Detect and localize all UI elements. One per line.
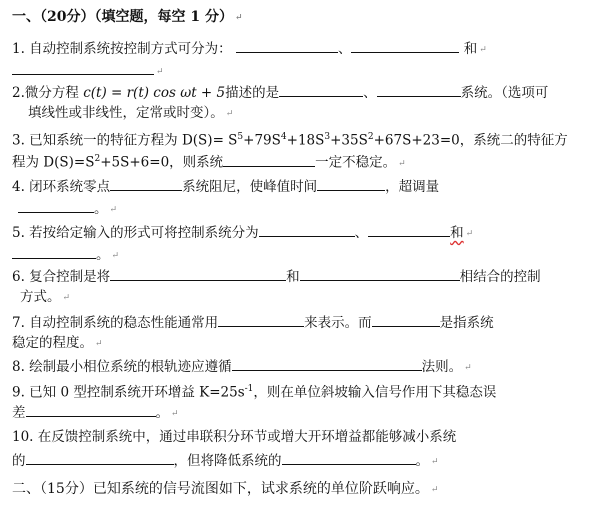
question-6-text: 6. 复合控制是将	[12, 269, 111, 285]
question-4-line-2	[18, 198, 117, 219]
question-8-blank[interactable]	[232, 356, 422, 371]
question-8-text-b: 法则。	[421, 359, 463, 375]
question-6-text-c: 相结合的控制	[459, 269, 541, 285]
exponent: 2	[367, 132, 374, 142]
question-10	[12, 428, 456, 446]
question-1-line-2	[12, 60, 164, 81]
question-7-text-b: 来表示。而	[304, 315, 372, 331]
question-9-text-c: 差	[12, 405, 26, 421]
question-2-blank-2[interactable]	[377, 82, 461, 97]
question-2-formula: c(t) = r(t) cos ωt + 5	[83, 85, 226, 101]
question-3	[12, 128, 568, 150]
paragraph-mark-icon: ↵	[95, 339, 103, 349]
question-2-line-2	[28, 104, 233, 123]
question-3-line-2	[12, 150, 406, 173]
separator: 、	[363, 85, 377, 101]
exponent: 2	[94, 154, 101, 164]
question-4-text: 4. 闭环系统零点	[12, 179, 111, 195]
question-2-blank-1[interactable]	[279, 82, 363, 97]
question-1-blank-3[interactable]	[12, 60, 154, 75]
paragraph-mark-icon: ↵	[156, 67, 164, 77]
paragraph-mark-icon: ↵	[111, 251, 120, 261]
paragraph-mark-icon: ↵	[464, 363, 472, 373]
question-7-text: 7. 自动控制系统的稳态性能通常用	[12, 315, 219, 331]
question-3-term: +67S+23=0，系统二的特征方	[373, 132, 568, 149]
question-7	[12, 312, 494, 332]
question-7-blank-1[interactable]	[218, 312, 304, 327]
paragraph-mark-icon: ↵	[225, 109, 234, 119]
question-9-line-2	[12, 402, 179, 423]
question-6-line-2	[20, 288, 70, 307]
question-9-text-b: ，则在单位斜坡输入信号作用下其稳态误	[253, 384, 497, 401]
question-10-blank-1[interactable]	[26, 450, 174, 465]
question-10-text-c: ，但将降低系统的	[173, 453, 282, 469]
question-10-blank-2[interactable]	[282, 450, 416, 465]
paragraph-mark-icon: ↵	[109, 205, 118, 215]
question-2-number: 2.	[12, 85, 25, 101]
question-9-blank[interactable]	[26, 402, 156, 417]
paragraph-mark-icon: ↵	[465, 229, 474, 239]
question-3-term: +35S	[330, 132, 368, 149]
question-5	[12, 222, 473, 243]
paragraph-mark-icon: ↵	[171, 409, 179, 419]
question-4-blank-2[interactable]	[317, 176, 385, 191]
separator: 、	[337, 41, 352, 57]
question-3-text-c: +5S+6=0，则系统	[100, 154, 224, 171]
question-4-text-c: ，超调量	[385, 179, 440, 195]
paragraph-mark-icon: ↵	[479, 45, 487, 55]
question-9	[12, 380, 496, 402]
paragraph-mark-icon: ↵	[62, 293, 71, 303]
separator: 、	[354, 225, 369, 241]
exponent: 3	[324, 132, 331, 142]
paragraph-mark-icon: ↵	[398, 158, 406, 169]
question-6-text-d: 方式。	[20, 289, 61, 305]
question-6-blank-1[interactable]	[110, 266, 286, 281]
exponent: -1	[244, 384, 254, 394]
question-6-blank-2[interactable]	[300, 266, 460, 281]
question-3-term: +79S	[243, 132, 281, 149]
question-2	[12, 82, 548, 102]
question-9-end: 。	[155, 405, 169, 421]
question-6-and: 和	[286, 269, 300, 285]
question-2-text-c: 系统。（选项可	[460, 85, 549, 101]
question-4-text-b: 系统阻尼，使峰值时间	[182, 179, 318, 195]
question-7-text-d: 稳定的程度。	[12, 335, 93, 351]
question-3-blank[interactable]	[223, 152, 315, 167]
paragraph-mark-icon: ↵	[430, 485, 439, 495]
question-3-text: 3. 已知系统一的特征方程为 D(S)= S	[12, 132, 238, 149]
question-7-text-c: 是指系统	[439, 315, 494, 331]
question-7-blank-2[interactable]	[372, 312, 440, 327]
section-1-title	[12, 8, 243, 27]
section-2-title	[12, 480, 438, 499]
question-5-blank-3[interactable]	[12, 244, 96, 259]
question-1-blank-1[interactable]	[236, 38, 338, 53]
question-5-and: 和	[450, 225, 464, 241]
question-3-text-d: 一定不稳定。	[315, 154, 397, 171]
section-2-title-text: 二、（15分）已知系统的信号流图如下，试求系统的单位阶跃响应。	[12, 481, 429, 497]
question-10-line-2	[12, 450, 439, 471]
question-10-end: 。	[415, 453, 429, 469]
question-4-blank-3[interactable]	[18, 198, 94, 213]
question-1-blank-2[interactable]	[351, 38, 459, 53]
paragraph-mark-icon: ↵	[431, 457, 439, 467]
question-4-end: 。	[94, 201, 108, 217]
question-1	[12, 38, 487, 59]
exponent: 4	[280, 132, 287, 142]
question-10-text-b: 的	[12, 453, 26, 469]
question-5-text: 5. 若按给定输入的形式可将控制系统分为	[12, 225, 259, 241]
question-5-blank-1[interactable]	[259, 222, 355, 237]
exponent: 5	[237, 132, 244, 142]
question-3-text-b: 程为 D(S)=S	[12, 154, 95, 171]
question-4	[12, 176, 439, 196]
question-6	[12, 266, 541, 286]
question-2-text-b: 描述的是	[225, 85, 280, 101]
question-5-end: 。	[96, 247, 110, 263]
question-1-text: 1. 自动控制系统按控制方式可分为：	[12, 41, 232, 57]
paragraph-mark-icon: ↵	[234, 13, 243, 23]
question-10-text: 10. 在反馈控制系统中，通过串联积分环节或增大开环增益都能够减小系统	[12, 429, 457, 445]
question-4-blank-1[interactable]	[110, 176, 182, 191]
question-5-blank-2[interactable]	[368, 222, 450, 237]
question-2-text: 微分方程	[24, 85, 79, 101]
question-2-options-note: 填线性或非线性，定常或时变）。	[28, 105, 224, 121]
question-9-text: 9. 已知 0 型控制系统开环增益 K=25s	[12, 384, 245, 401]
question-5-line-2	[12, 244, 119, 265]
question-1-and: 和	[459, 41, 478, 57]
question-3-term: +18S	[286, 132, 325, 149]
question-8	[12, 356, 472, 377]
question-7-line-2	[12, 334, 103, 353]
question-8-text: 8. 绘制最小相位系统的根轨迹应遵循	[12, 359, 232, 375]
section-1-title-text: 一、（20分）（填空题，每空 1 分）	[12, 9, 233, 25]
